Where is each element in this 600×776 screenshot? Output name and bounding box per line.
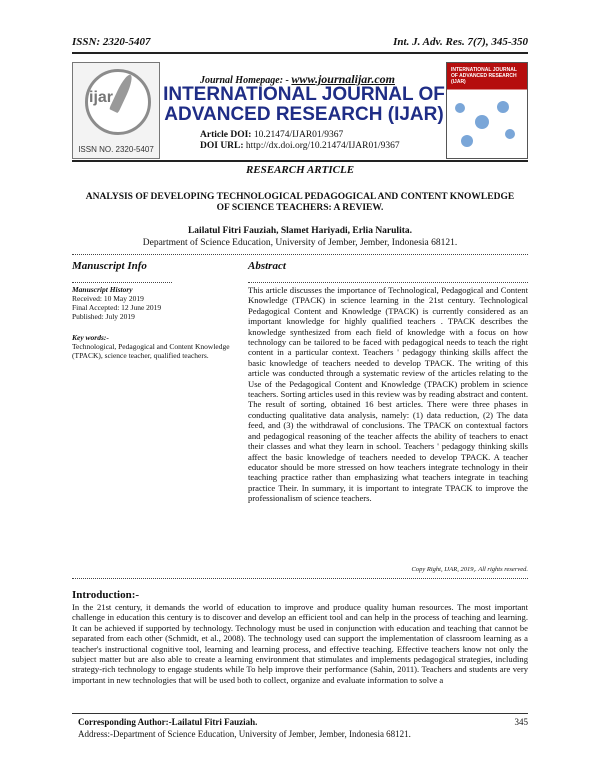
introduction-heading: Introduction:- [72, 589, 140, 601]
journal-title: INTERNATIONAL JOURNAL OF ADVANCED RESEARCH (IJAR) [163, 84, 445, 125]
manuscript-info [72, 260, 232, 360]
page-number: 345 [514, 717, 528, 727]
keywords-label: Key words:- [72, 333, 109, 342]
doi-url[interactable]: http://dx.doi.org/10.21474/IJAR01/9367 [245, 141, 400, 151]
cover-title: INTERNATIONAL JOURNAL OF ADVANCED RESEARCH (IJAR) [451, 67, 517, 85]
article-type: RESEARCH ARTICLE [245, 164, 355, 176]
dotted-divider [248, 282, 528, 283]
header-rule [72, 52, 528, 54]
authors: Lailatul Fitri Fauziah, Slamet Hariyadi, Erlia Narulita. [187, 226, 413, 236]
doi-block [200, 130, 400, 152]
keywords: Technological, Pedagogical and Content Knowledge (TPACK), science teacher, qualified teachers. [72, 342, 230, 360]
issn-label: ISSN: 2320-5407 [72, 36, 151, 48]
history-label: Manuscript History [72, 285, 133, 294]
molecule-icon [461, 135, 473, 147]
molecule-icon [497, 101, 509, 113]
doi-url-label: DOI URL: [200, 141, 244, 151]
abstract-text: This article discusses the importance of Technological, Pedagogical and Content Knowledge (TPACK) in science learning in the 21st century. Technological Pedagogical Content and Knowledge (TPACK) is currently considered as an important knowledge for highly qualified teachers . TPACK describes the knowledge synthesized from each field of knowledge with a focus on how technology can be tailored to be faced with pedagogical needs to teach the right content in a particular context. Teachers ' pedagogy thinking skills affect the basic knowledge of teachers needed to develop TPACK. The writing of this article was conducted through a systematic review of the articles relating to the Use of the Pedagogical Content and Knowledge (TPACK) problem in science teachers. Sorting articles used in this review was by reading abstract and content. The result of sorting, obtained 16 best articles. There were three phases in conducting qualitative data analysis, namely: (1) data reduction, (2) The data feed, and (3) the withdrawal of conclusions. The TPACK on contextual factors and pedagogical reasoning of the teacher affects the ability of teachers to enact their classes and what they learn in school. Teachers ' pedagogy thinking skills affect the basic knowledge of teachers needed to develop TPACK. A teacher educator should be more stressed on how teachers integrate technology in their teaching practice rather than emphasizing what teachers integrate in teaching practice Their. In summary, it is important to integrate TPACK to improve the professionalism of science teachers. [248, 285, 528, 504]
molecule-icon [475, 115, 489, 129]
published-date: Published: July 2019 [72, 312, 135, 321]
ijar-logo [72, 62, 160, 159]
copyright: Copy Right, IJAR, 2019,. All rights reserved. [411, 566, 528, 573]
accepted-date: Final Accepted: 12 June 2019 [72, 303, 162, 312]
abstract-heading: Abstract [248, 260, 286, 272]
page-footer [72, 713, 528, 748]
received-date: Received: 10 May 2019 [72, 294, 144, 303]
introduction-text: In the 21st century, it demands the world of education to improve and produce quality human resources. The most important challenge in education this century is to discover and develop an efficient tool and can help in the process of teaching and learning. It can be achieved if supported by technology. Technology must be used in conjunction with education and teaching that cannot be separated from each other (Schmidt, et al., 2008). The technology used can support the implementation of classroom learning as a teacher's instructional cognitive tool, learning and learning process, and effective teaching. Effective teachers know not only the subject matter but are also able to create a learning environment that stimulates and implements pedagogical strategies, including strategy-rich technology to engage students while To help improve their performance (Sahin, 2011). Teachers and students are very important in new technologies that will be used both to collect, organize and evaluate information to solve a [72, 602, 528, 685]
logo-issn: ISSN NO. 2320-5407 [78, 145, 154, 154]
affiliation: Department of Science Education, University of Jember, Jember, Indonesia 68121. [142, 238, 458, 248]
homepage-prefix: Journal Homepage: - [200, 75, 289, 86]
citation-label: Int. J. Adv. Res. 7(7), 345-350 [393, 36, 528, 48]
manuscript-history [72, 285, 232, 360]
molecule-icon [455, 103, 465, 113]
article-title: ANALYSIS OF DEVELOPING TECHNOLOGICAL PEDAGOGICAL AND CONTENT KNOWLEDGE OF SCIENCE TEACHERS: A REVIEW. [85, 192, 515, 213]
molecule-icon [505, 129, 515, 139]
logo-text: ijar [89, 89, 114, 106]
masthead-rule [72, 160, 528, 162]
corresponding-author: Corresponding Author:-Lailatul Fitri Fauziah. [78, 717, 258, 727]
dotted-divider [72, 578, 528, 585]
manuscript-info-heading: Manuscript Info [72, 260, 147, 272]
dotted-divider [72, 282, 172, 283]
author-address: Address:-Department of Science Education, University of Jember, Jember, Indonesia 68121. [78, 729, 411, 739]
article-doi: 10.21474/IJAR01/9367 [253, 130, 344, 140]
running-header [72, 36, 528, 52]
journal-cover-image [446, 62, 528, 159]
abstract-section [248, 260, 528, 504]
article-doi-label: Article DOI: [200, 130, 252, 140]
homepage-link[interactable]: www.journalijar.com [291, 72, 395, 86]
